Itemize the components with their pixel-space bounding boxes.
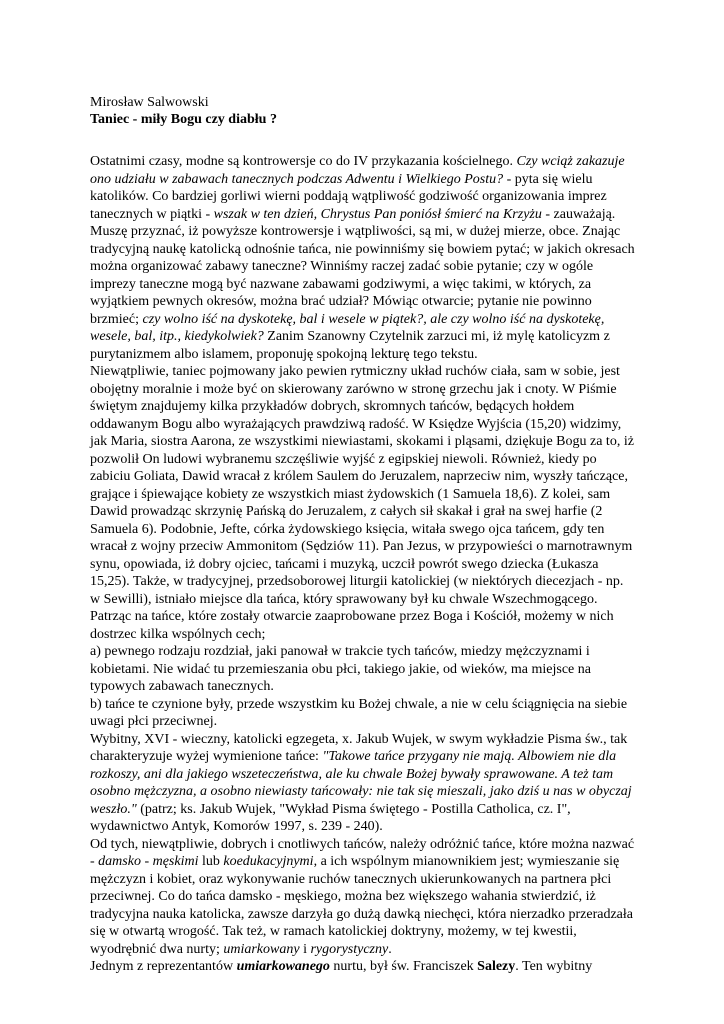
text-run: damsko - męskimi — [98, 854, 199, 869]
text-line — [90, 853, 650, 871]
text-line — [90, 801, 650, 819]
text-run: tanecznych w piątki - — [90, 206, 214, 222]
text-run: rygorystyczny — [310, 941, 389, 957]
text-run: Zanim Szanowny Czytelnik zarzuci mi, iż mylę katolicyzm z — [263, 329, 610, 344]
text-run: Dawid prowadząc skrzynię Pańską do Jeruzalem, z całych sił skakał i grał na swej harfie (2 — [90, 504, 603, 519]
text-run: Od tych, niewątpliwie, dobrych i cnotliwych tańców, należy odróżnić tańce, które można nazwać — [90, 836, 635, 852]
text-run: typowych zabawach tanecznych. — [90, 679, 274, 694]
text-run: , a ich wspólnym mianownikiem jest; wymieszanie się — [313, 854, 620, 869]
text-run: wesele, bal, itp., kiedykolwiek? — [90, 329, 264, 344]
text-line — [90, 556, 650, 574]
text-run: wszak w ten dzień, Chrystus Pan poniósł śmierć na Krzyżu — [213, 206, 542, 222]
text-line — [90, 696, 650, 714]
text-run: oddawanym Bogu albo wyrażających prawdziwą radość. W Księdze Wyjścia (15,20) widzimy, — [90, 416, 622, 432]
text-line — [90, 888, 650, 906]
text-line — [90, 346, 650, 364]
text-run: nurtu, był św. Franciszek — [329, 959, 478, 974]
text-run: koedukacyjnymi — [223, 854, 314, 869]
text-line — [90, 433, 650, 451]
text-line — [90, 783, 650, 801]
text-run: umiarkowany — [223, 941, 300, 957]
text-run: ono udziału w zabawach tanecznych podczas Adwentu i Wielkiego Postu? — [90, 171, 504, 187]
text-run: brzmieć; — [90, 311, 143, 327]
text-run: wydawnictwo Antyk, Komorów 1997, s. 239 - 240). — [90, 819, 383, 834]
text-line — [90, 381, 650, 399]
text-run: imprezy taneczne mogą być nazwane zabawami godziwymi, a więc takimi, w których, za — [90, 276, 592, 292]
text-line — [90, 626, 650, 644]
text-run: tradycyjną naukę katolicką odnośnie tańca, nie powinniśmy się bowiem pytać; w jakich okresach — [90, 241, 635, 257]
article-body — [90, 153, 650, 976]
text-line — [90, 836, 650, 854]
text-line — [90, 731, 650, 749]
text-line — [90, 363, 650, 381]
text-line — [90, 171, 650, 189]
text-line — [90, 958, 650, 976]
text-line — [90, 241, 650, 259]
text-run: świętym znajdujemy kilka przykładów dobrych, skromnych tańców, będących hołdem — [90, 399, 575, 414]
text-run: mężczyzn i kobiet, oraz wykonywanie ruchów tanecznych ukierunkowanych na partnera płci — [90, 871, 612, 887]
text-run: zabiciu Goliata, Dawid wracał z królem Saulem do Jeruzalem, naprzeciw nim, wyszły tańczące, — [90, 469, 628, 484]
text-line — [90, 608, 650, 626]
text-run: lub — [198, 854, 224, 869]
text-run: rozkoszy, ani dla jakiego wszeteczeństwa, ale ku chwale Bożej bywały sprawowane. A też tam — [90, 766, 614, 782]
text-run: b) tańce te czynione były, przede wszystkim ku Bożej chwale, a nie w celu ściągnięcia na siebie — [90, 696, 628, 712]
text-line — [90, 293, 650, 311]
text-run: wyodrębnić dwa nurty; — [90, 941, 224, 957]
text-line — [90, 486, 650, 504]
text-line — [90, 311, 650, 329]
text-line — [90, 713, 650, 731]
text-run: . — [388, 941, 392, 957]
text-line — [90, 188, 650, 206]
text-run: purytanizmem albo islamem, proponuję spokojną lekturę tego tekstu. — [90, 346, 478, 362]
text-run: Salezy — [477, 959, 516, 974]
text-run: się w otwartą wrogość. Tak też, w ramach katolickiej doktryny, możemy, w tej kwestii, — [90, 924, 577, 939]
text-line — [90, 153, 650, 171]
text-run: a) pewnego rodzaju rozdział, jaki panował w trakcie tych tańców, miedzy mężczyznami i — [90, 644, 590, 659]
text-run: Samuela 6). Podobnie, Jefte, córka żydowskiego księcia, witała swego ojca tańcem, gdy ten — [90, 521, 605, 537]
text-line — [90, 206, 650, 224]
text-line — [90, 416, 650, 434]
text-line — [90, 661, 650, 679]
text-line — [90, 678, 650, 696]
text-line — [90, 451, 650, 469]
text-run: - — [90, 854, 99, 869]
text-run: Ostatnimi czasy, modne są kontrowersje co do IV przykazania kościelnego. — [90, 154, 517, 169]
text-line — [90, 766, 650, 784]
text-line — [90, 276, 650, 294]
text-line — [90, 468, 650, 486]
text-run: weszło." — [90, 801, 137, 817]
text-line — [90, 906, 650, 924]
text-line — [90, 521, 650, 539]
text-run: . Ten wybitny — [515, 959, 593, 974]
text-run: obojętny moralnie i może być on skierowany zarówno w stronę grzechu jak i cnoty. W Piśmie — [90, 381, 617, 397]
text-run: - zauważają. — [541, 206, 616, 222]
text-run: 15,25). Także, w tradycyjnej, przedsoborowej liturgii katolickiej (w niektórych diecezjach - np. — [90, 574, 624, 589]
author-name: Mirosław Salwowski — [90, 95, 209, 110]
text-run: można organizować zabawy taneczne? Winniśmy raczej zadać sobie pytanie; czy w ogóle — [90, 259, 594, 274]
text-run: Czy wciąż zakazuje — [516, 154, 625, 169]
text-line — [90, 748, 650, 766]
text-run: Niewątpliwie, taniec pojmowany jako pewien rytmiczny układ ruchów ciała, sam w sobie, jest — [90, 364, 620, 379]
text-run: wracał z wojny przeciw Ammonitom (Sędziów 11). Pan Jezus, w przypowieści o marnotrawnym — [90, 539, 633, 554]
text-run: w Sewilli), istniało miejsce dla tańca, który sprawowany był ku chwale Wszechmogącego. — [90, 591, 598, 607]
text-run: Muszę przyznać, iż powyższe kontrowersje i wątpliwości, są mi, w dużej mierze, obce. Znając — [90, 224, 621, 239]
text-line — [90, 591, 650, 609]
text-run: tradycyjna nauka katolicka, zawsze darzyła go dużą dawką niechęci, która nierzadko przeradzała — [90, 906, 633, 922]
text-run: (patrz; ks. Jakub Wujek, "Wykład Pisma świętego - Postilla Catholica, cz. I", — [136, 801, 571, 817]
text-line — [90, 503, 650, 521]
text-run: katolików. Co bardziej gorliwi wierni poddają wątpliwość godziwość organizowania imprez — [90, 189, 607, 204]
text-run: charakteryzuje wyżej wymienione tańce: — [90, 749, 323, 764]
article-title: Taniec - miły Bogu czy diabłu ? — [90, 112, 277, 127]
text-run: przeciwnej. Co do tańca damsko - męskiego, można bez większego wahania stwierdzić, iż — [90, 889, 596, 904]
text-run: pozwolił On ludowi wybranemu szczęśliwie wyjść z egipskiej niewoli. Również, kiedy po — [90, 451, 597, 467]
text-run: kobietami. Nie widać tu przemieszania obu płci, takiego jakie, od wieków, ma miejsce na — [90, 661, 591, 677]
text-line — [90, 643, 650, 661]
text-run: osobno mężczyzna, a osobno niewiasty tańcowały: nie tak się mieszali, jako dziś u nas w obyczaj — [90, 784, 632, 799]
text-line — [90, 258, 650, 276]
text-line — [90, 538, 650, 556]
text-run: Wybitny, XVI - wieczny, katolicki egzegeta, x. Jakub Wujek, w swym wykładzie Pisma św., tak — [90, 731, 628, 747]
text-line — [90, 573, 650, 591]
text-run: synu, opowiada, iż dobry ojciec, tańcami i muzyką, uczcił powrót swego dziecka (Łukasza — [90, 556, 599, 572]
text-line — [90, 328, 650, 346]
text-line — [90, 923, 650, 941]
text-run: "Takowe tańce przygany nie mają. Albowiem nie dla — [322, 749, 617, 764]
text-run: dostrzec kilka wspólnych cech; — [90, 626, 266, 642]
text-line — [90, 223, 650, 241]
text-run: umiarkowanego — [236, 959, 330, 974]
text-run: - pyta się wielu — [503, 171, 593, 187]
text-run: czy wolno iść na dyskotekę, bal i wesele w piątek?, ale czy wolno iść na dyskotekę, — [142, 311, 605, 327]
text-run: jak Maria, siostra Aarona, ze wszystkimi niewiastami, skokami i pląsami, dziękuje Bogu za to, iż — [90, 434, 634, 449]
text-run: wyjątkiem pewnych okresów, można brać udział? Mówiąc otwarcie; pytanie nie powinno — [90, 294, 592, 309]
text-run: Jednym z reprezentantów — [90, 959, 237, 974]
text-run: uwagi płci przeciwnej. — [90, 714, 218, 729]
text-line — [90, 871, 650, 889]
text-line — [90, 818, 650, 836]
text-run: Patrząc na tańce, które zostały otwarcie zaaprobowane przez Boga i Kościół, możemy w nich — [90, 609, 614, 624]
text-line — [90, 941, 650, 959]
text-line — [90, 398, 650, 416]
text-run: grające i śpiewające kobiety ze wszystkich miast żydowskich (1 Samuela 18,6). Z kolei, sam — [90, 486, 611, 502]
text-run: i — [299, 941, 311, 957]
